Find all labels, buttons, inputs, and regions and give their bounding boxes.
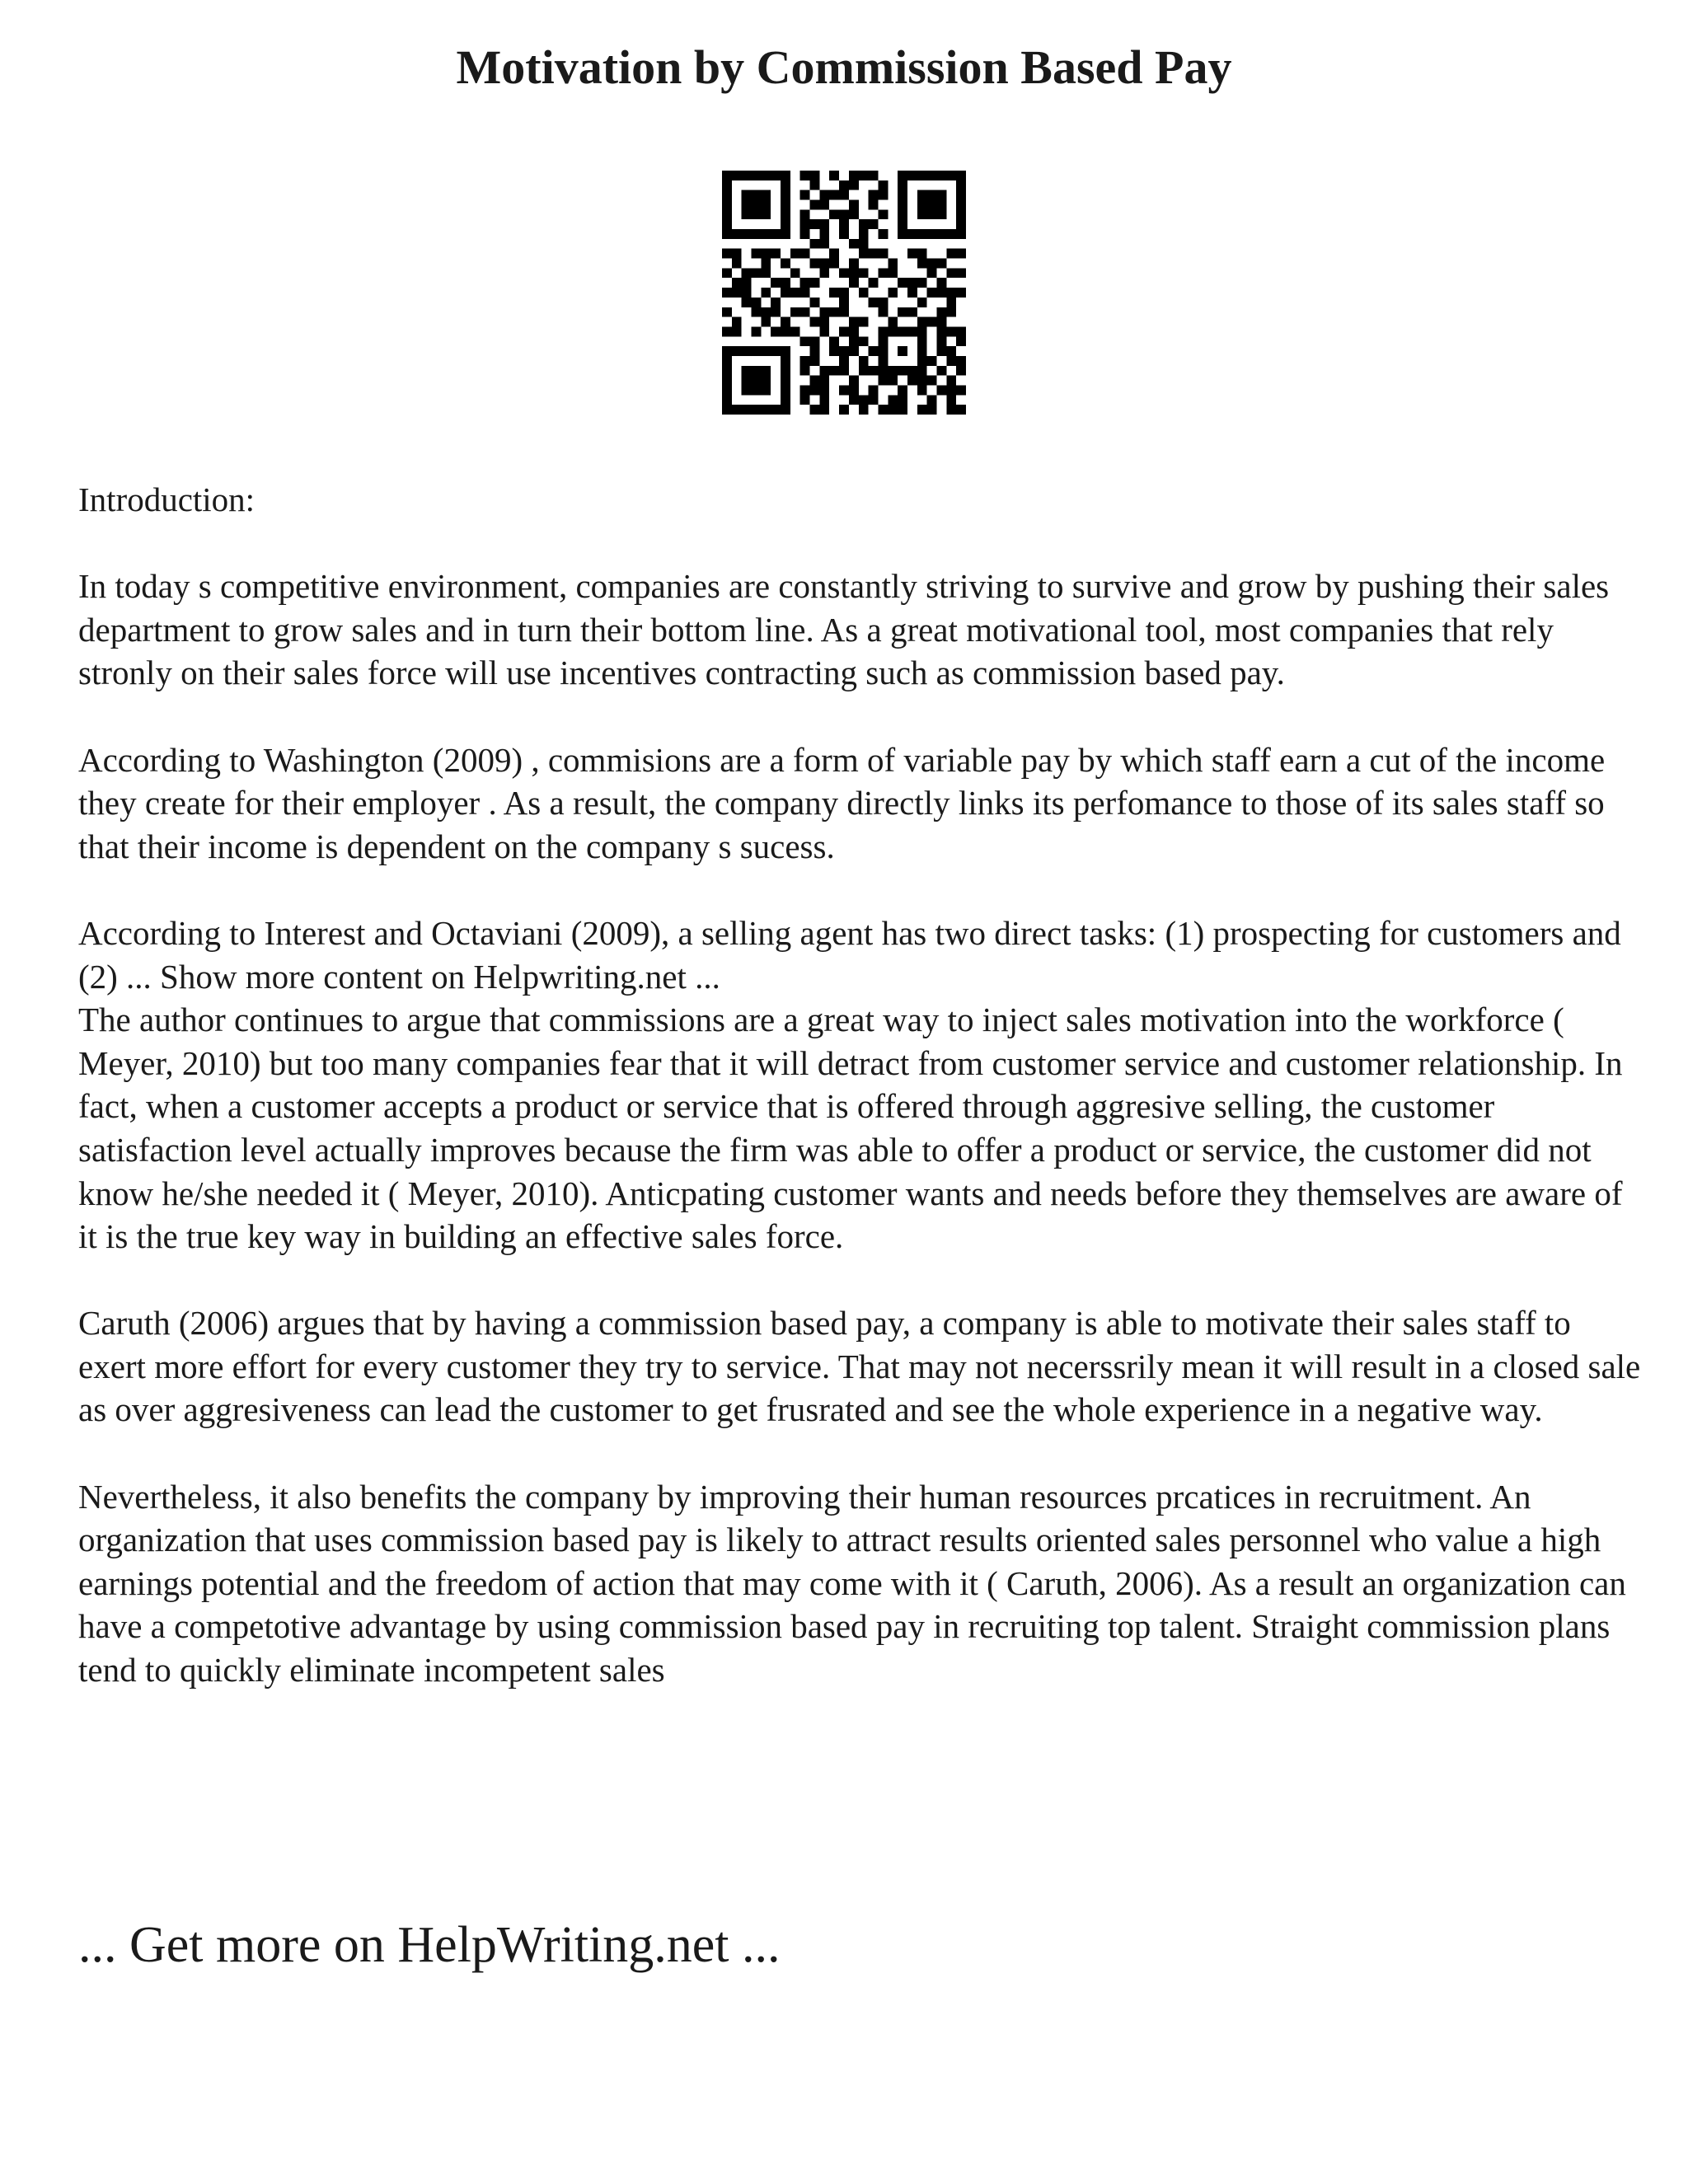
get-more-link[interactable]: ... Get more on HelpWriting.net ...	[78, 1917, 781, 1973]
document-title: Motivation by Commission Based Pay	[456, 40, 1232, 94]
paragraph-4: The author continues to argue that commissions are a great way to inject sales motivation into the workforce ( Meyer, 2010) but too many companies fear that it will detract from customer service and customer relationship. In fact, when a customer accepts a product or service that is offered through aggresive selling, the customer satisfaction level actually improves because the firm was able to offer a product or service, the customer did not know he/she needed it ( Meyer, 2010). Anticpating customer wants and needs before they themselves are aware of it is the true key way in building an effective sales force.	[78, 1001, 1623, 1256]
paragraph-3: According to Interest and Octaviani (2009), a selling agent has two direct tasks: (1) prospecting for customers and (2) ... Show more content on Helpwriting.net ...	[78, 913, 1621, 996]
paragraph-intro-heading: Introduction:	[78, 480, 256, 518]
document-body	[78, 478, 1644, 1692]
qr-code-icon	[722, 171, 966, 415]
paragraph-5: Caruth (2006) argues that by having a commission based pay, a company is able to motivate their sales staff to exert more effort for every customer they try to service. That may not necerssrily mean it will result in a closed sale as over aggresiveness can lead the customer to get frusrated and see the whole experience in a negative way.	[78, 1304, 1641, 1429]
paragraph-2: According to Washington (2009) , commisions are a form of variable pay by which staff earn a cut of the income they create for their employer . As a result, the company directly links its perfomance to those of its sales staff so that their income is dependent on the company s sucess.	[78, 740, 1606, 865]
paragraph-1: In today s competitive environment, companies are constantly striving to survive and grow by pushing their sales department to grow sales and in turn their bottom line. As a great motivational tool, most companies that rely stronly on their sales force will use incentives contracting such as commission based pay.	[78, 567, 1610, 692]
paragraph-6: Nevertheless, it also benefits the company by improving their human resources prcatices in recruitment. An organization that uses commission based pay is likely to attract results oriented sales personnel who value a high earnings potential and the freedom of action that may come with it ( Caruth, 2006). As a result an organization can have a competotive advantage by using commission based pay in recruiting top talent. Straight commission plans tend to quickly eliminate incompetent sales	[78, 1477, 1626, 1690]
